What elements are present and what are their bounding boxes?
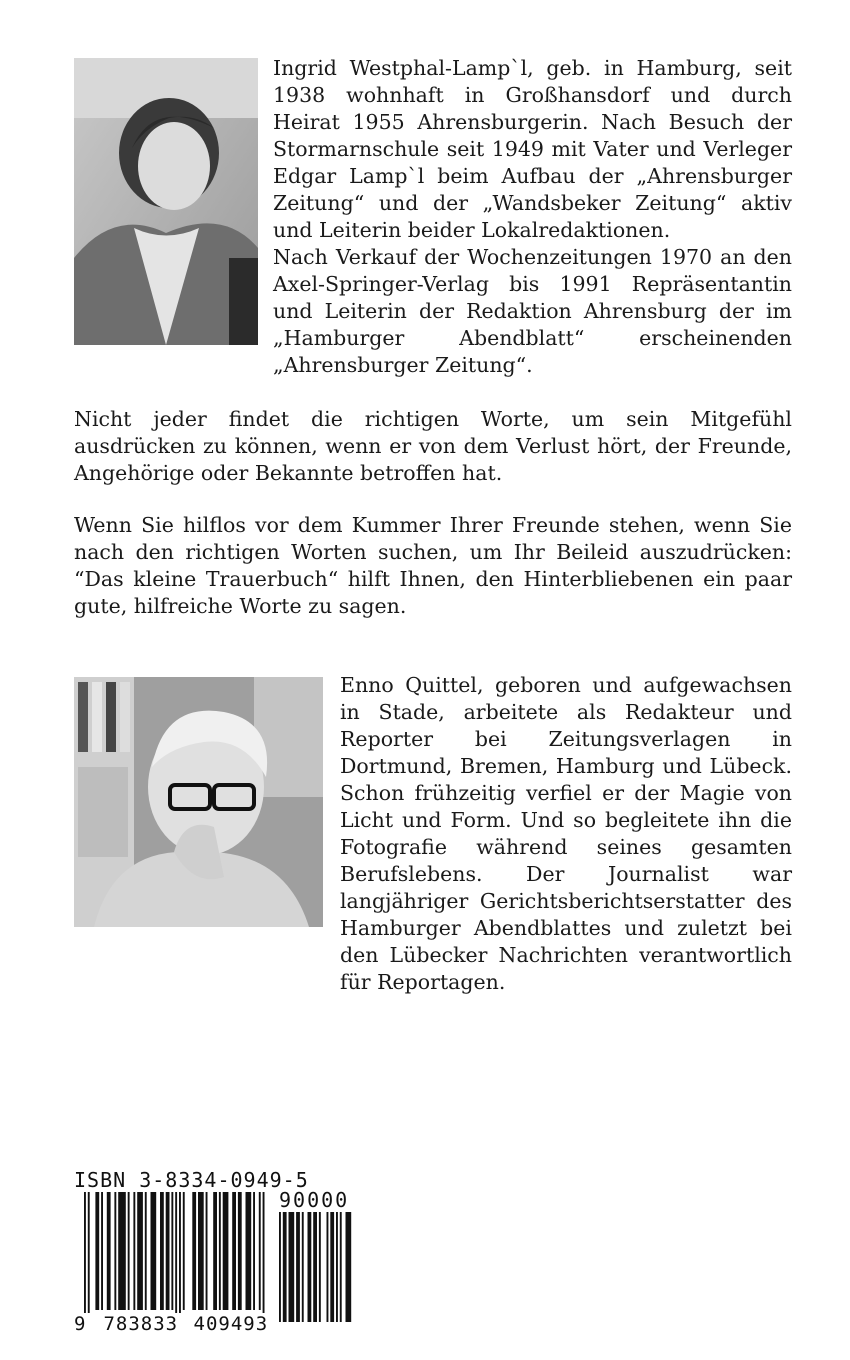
barcode-bar xyxy=(192,1192,196,1310)
author1-bio xyxy=(273,55,792,379)
author1-bio-paragraph-2: Nach Verkauf der Wochenzeitungen 1970 an den Axel-Springer-Verlag bis 1991 Repräsentantin und Leiterin der Redaktion Ahrensburg der im „Hamburger Abendblatt“ erscheinenden „Ahrensburger Zeitung“. xyxy=(273,245,792,377)
author2-bio xyxy=(340,672,792,996)
ean-right-digits: 409493 xyxy=(193,1313,269,1335)
barcode-bar xyxy=(327,1212,329,1322)
addon-code: 90000 xyxy=(279,1188,350,1212)
author2-bio-text: Enno Quittel, geboren und aufgewachsen in Stade, arbeitete als Redakteur und Reporter bei Zeitungsverlagen in Dortmund, Bremen, Hamburg und Lübeck. Schon frühzeitig verfiel er der Magie von Licht und Form. Und so begleitete ihn die Fotografie während seines gesamten Berufslebens. Der Journalist war langjähriger Gerichtsberichtserstatter des Hamburger Abendblattes und zuletzt bei den Lübecker Nachrichten verantwortlich für Reportagen. xyxy=(340,673,792,994)
barcode-bar xyxy=(263,1192,265,1316)
barcode-bar xyxy=(160,1192,164,1310)
author1-bio-paragraph-1: Ingrid Westphal-Lamp`l, geb. in Hamburg, seit 1938 wohnhaft in Großhansdorf und durch Heirat 1955 Ahrensburgerin. Nach Besuch der Stormarnschule seit 1949 mit Vater und Verleger Edgar Lamp`l beim Aufbau der „Ahrensburger Zeitung“ und der „Wandsbeker Zeitung“ aktiv und Leiterin beider Lokalredaktionen. xyxy=(273,56,792,242)
barcode-bar xyxy=(340,1212,342,1322)
barcode-bar xyxy=(166,1192,170,1310)
barcode-bar xyxy=(330,1212,334,1322)
barcode-bar xyxy=(253,1192,255,1310)
barcode-bar xyxy=(246,1192,252,1310)
ean-barcode xyxy=(84,1192,270,1332)
barcode-bar xyxy=(114,1192,116,1310)
barcode-bar xyxy=(313,1212,317,1322)
author-photo-quittel xyxy=(74,677,323,927)
barcode-bar xyxy=(296,1212,300,1322)
barcode-bar xyxy=(223,1192,229,1310)
barcode-bar xyxy=(175,1192,177,1316)
barcode-bar xyxy=(232,1192,236,1310)
barcode-bar xyxy=(128,1192,130,1310)
barcode-bar xyxy=(259,1192,261,1310)
barcode-bar xyxy=(88,1192,90,1316)
barcode-bar xyxy=(145,1192,147,1310)
barcode-bar xyxy=(118,1192,126,1310)
barcode-bar xyxy=(198,1192,204,1310)
barcode-bar xyxy=(213,1192,217,1310)
barcode-bar xyxy=(179,1192,181,1316)
barcode-bar xyxy=(137,1192,143,1310)
barcode-bar xyxy=(238,1192,242,1310)
barcode-bar xyxy=(171,1192,173,1310)
barcode-bar xyxy=(346,1212,352,1322)
ean-first-digit: 9 xyxy=(74,1313,86,1335)
blurb-paragraph-2: Wenn Sie hilflos vor dem Kummer Ihrer Freunde stehen, wenn Sie nach den richtigen Worten suchen, um Ihr Beileid auszudrücken: “Das kleine Trauerbuch“ hilft Ihnen, den Hinterbliebenen ein paar gute, hilfreiche Worte zu sagen. xyxy=(74,513,792,618)
barcode-bar xyxy=(206,1192,208,1310)
barcode-bar xyxy=(95,1192,99,1310)
barcode-bar xyxy=(183,1192,185,1310)
isbn-label: ISBN 3-8334-0949-5 xyxy=(74,1168,309,1192)
barcode-bar xyxy=(133,1192,135,1310)
barcode-bar xyxy=(101,1192,103,1310)
barcode-bar xyxy=(308,1212,312,1322)
author-photo-westphal xyxy=(74,58,258,345)
barcode-bar xyxy=(283,1212,287,1322)
barcode-bar xyxy=(107,1192,111,1310)
barcode-bar xyxy=(219,1192,221,1310)
blurb-paragraph-1: Nicht jeder findet die richtigen Worte, um sein Mitgefühl ausdrücken zu können, wenn er von dem Verlust hört, der Freunde, Angehörige oder Bekannte betroffen hat. xyxy=(74,407,792,485)
ean-left-digits: 783833 xyxy=(103,1313,179,1335)
barcode-bar xyxy=(151,1192,157,1310)
ean-digits xyxy=(74,1313,268,1335)
addon-barcode xyxy=(279,1212,359,1332)
barcode-bar xyxy=(336,1212,338,1322)
barcode-bar xyxy=(319,1212,321,1322)
barcode-bar xyxy=(279,1212,281,1322)
barcode-bar xyxy=(84,1192,86,1316)
barcode-bar xyxy=(302,1212,304,1322)
barcode-bar xyxy=(289,1212,295,1322)
